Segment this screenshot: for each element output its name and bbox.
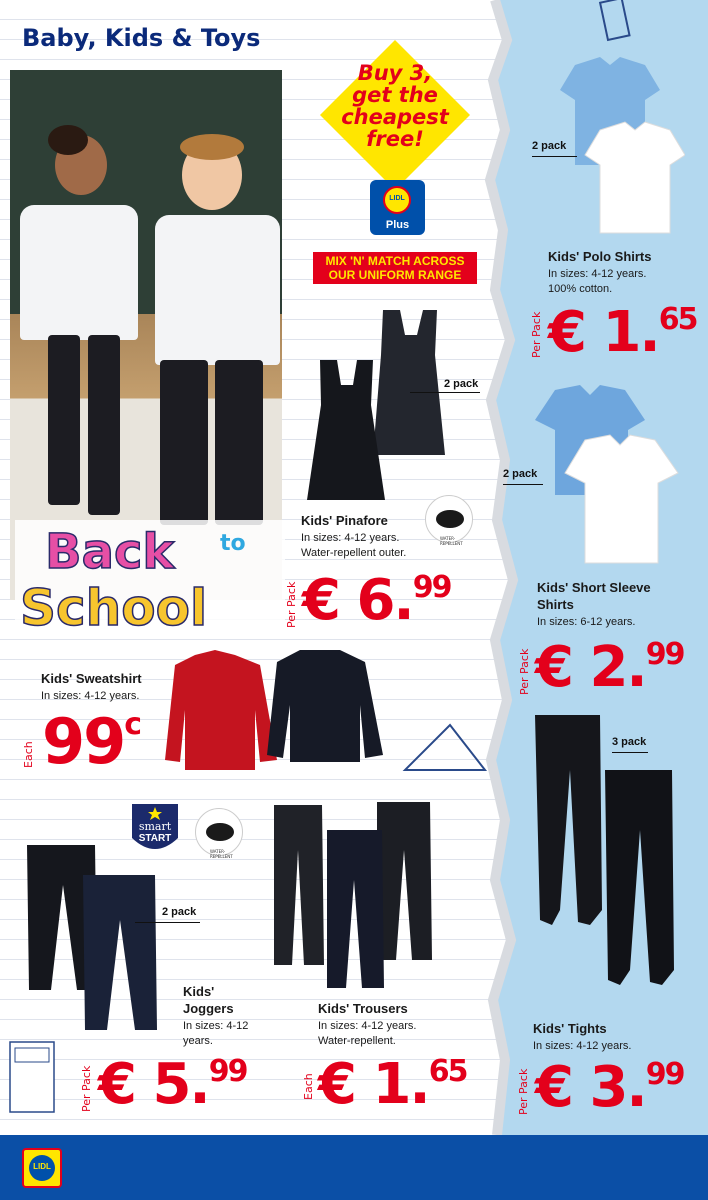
product-name: Kids'	[183, 984, 215, 999]
price-cents: 99	[208, 1054, 247, 1089]
product-name: Kids' Short Sleeve	[537, 580, 651, 595]
tights-price	[535, 1055, 683, 1120]
badge-label: WATER-REPELLENT	[440, 536, 463, 546]
product-name: Kids' Polo Shirts	[548, 249, 652, 264]
lidl-plus-circle	[383, 186, 411, 214]
water-drop-shape	[206, 823, 234, 841]
each-label: Each	[22, 741, 35, 768]
price-main: 99	[42, 705, 125, 778]
pinafore-image	[305, 305, 455, 505]
mix-n-match-banner	[313, 252, 477, 284]
short-sleeve-shirts-image	[530, 385, 680, 565]
price-cents: 99	[645, 1057, 684, 1092]
sweatshirts-image	[165, 650, 385, 775]
water-drop-shape	[436, 510, 464, 528]
calculator-doodle	[8, 1040, 56, 1115]
pack-label: 2 pack	[444, 378, 479, 390]
promo-line: free!	[366, 127, 424, 151]
product-name: Kids' Sweatshirt	[41, 671, 142, 686]
to-word: to	[220, 531, 246, 556]
lidl-plus-logo-text: LIDL	[389, 195, 405, 202]
trousers-image	[272, 800, 437, 990]
price-cents: 65	[428, 1054, 467, 1089]
child-left-shirt	[20, 205, 138, 340]
polo-price	[548, 300, 696, 365]
per-pack-label: Per Pack	[518, 648, 531, 695]
child-left-hair	[48, 125, 88, 155]
price-cents: 99	[412, 570, 451, 605]
lidl-plus-logo	[370, 180, 425, 235]
back-word: Back	[45, 524, 175, 580]
pinafore-price	[302, 568, 450, 633]
water-repellent-icon	[195, 808, 243, 859]
product-sizes: In sizes: 4-12	[183, 1020, 249, 1032]
lidl-plus-label: Plus	[385, 219, 410, 231]
product-sizes: In sizes: 4-12 years.	[533, 1040, 632, 1052]
lidl-logo-circle	[29, 1155, 55, 1181]
per-pack-label: Per Pack	[80, 1065, 93, 1112]
school-word: School	[20, 579, 208, 635]
footer-bar	[0, 1135, 708, 1200]
product-feature: Water-repellent outer.	[301, 547, 407, 559]
pack-pointer-line	[532, 156, 577, 157]
badge-label: WATER-REPELLENT	[210, 849, 233, 859]
per-pack-label: Per Pack	[285, 581, 298, 628]
pack-label: 2 pack	[162, 906, 197, 918]
sweatshirt-price	[42, 705, 140, 778]
price-main: € 1.	[318, 1052, 429, 1117]
product-feature: Water-repellent.	[318, 1035, 396, 1047]
pack-pointer-line	[410, 392, 480, 393]
back-to-school-logo	[15, 520, 285, 635]
product-name: Shirts	[537, 597, 574, 612]
product-sizes: years.	[183, 1035, 213, 1047]
promo-line: cheapest	[341, 105, 449, 129]
page-title: Baby, Kids & Toys	[22, 24, 261, 52]
smart-start-line2: START	[138, 833, 172, 844]
product-feature: 100% cotton.	[548, 283, 613, 295]
child-right-shirt	[155, 215, 280, 365]
banner-line: OUR UNIFORM RANGE	[328, 268, 462, 282]
product-name: Kids' Pinafore	[301, 513, 388, 528]
lidl-logo[interactable]	[22, 1148, 62, 1188]
per-pack-label: Per Pack	[530, 311, 543, 358]
product-sizes: In sizes: 4-12 years.	[548, 268, 647, 280]
trousers-price	[318, 1052, 466, 1117]
product-name: Kids' Tights	[533, 1021, 607, 1036]
pack-pointer-line	[612, 752, 648, 753]
child-left-leg	[48, 335, 80, 505]
promo-line: Buy 3,	[357, 61, 433, 85]
pack-pointer-line	[135, 922, 200, 923]
price-main: € 3.	[535, 1055, 646, 1120]
promo-line: get the	[352, 83, 438, 107]
price-cents: c	[124, 707, 141, 742]
product-sizes: In sizes: 4-12 years.	[318, 1020, 417, 1032]
triangle-doodle	[395, 715, 495, 780]
price-main: € 5.	[98, 1052, 209, 1117]
water-repellent-icon	[425, 495, 473, 546]
tights-image	[530, 710, 680, 990]
pack-pointer-line	[503, 484, 543, 485]
banner-line: MIX 'N' MATCH ACROSS	[325, 254, 465, 268]
each-label: Each	[302, 1073, 315, 1100]
price-cents: 99	[645, 637, 684, 672]
child-right-hair	[180, 134, 244, 160]
joggers-image	[25, 840, 165, 1035]
price-main: € 1.	[548, 300, 659, 365]
joggers-price	[98, 1052, 246, 1117]
promo-text	[330, 62, 460, 150]
price-cents: 65	[658, 302, 697, 337]
short-sleeve-price	[535, 635, 683, 700]
pencil-doodle	[598, 0, 638, 45]
product-sizes: In sizes: 4-12 years.	[41, 690, 140, 702]
pack-label: 2 pack	[503, 468, 538, 480]
child-left-leg	[88, 335, 120, 515]
product-name: Kids' Trousers	[318, 1001, 408, 1016]
pack-label: 3 pack	[612, 736, 647, 748]
product-name: Joggers	[183, 1001, 234, 1016]
price-main: € 6.	[302, 568, 413, 633]
price-main: € 2.	[535, 635, 646, 700]
polo-shirts-image	[555, 55, 685, 235]
product-sizes: In sizes: 6-12 years.	[537, 616, 636, 628]
child-right-leg	[160, 360, 208, 525]
child-right-leg	[215, 360, 263, 525]
lidl-logo-text: LIDL	[33, 1162, 51, 1171]
pack-label: 2 pack	[532, 140, 567, 152]
per-pack-label: Per Pack	[517, 1068, 530, 1115]
smart-start-line1: smart	[138, 820, 172, 833]
product-sizes: In sizes: 4-12 years.	[301, 532, 400, 544]
